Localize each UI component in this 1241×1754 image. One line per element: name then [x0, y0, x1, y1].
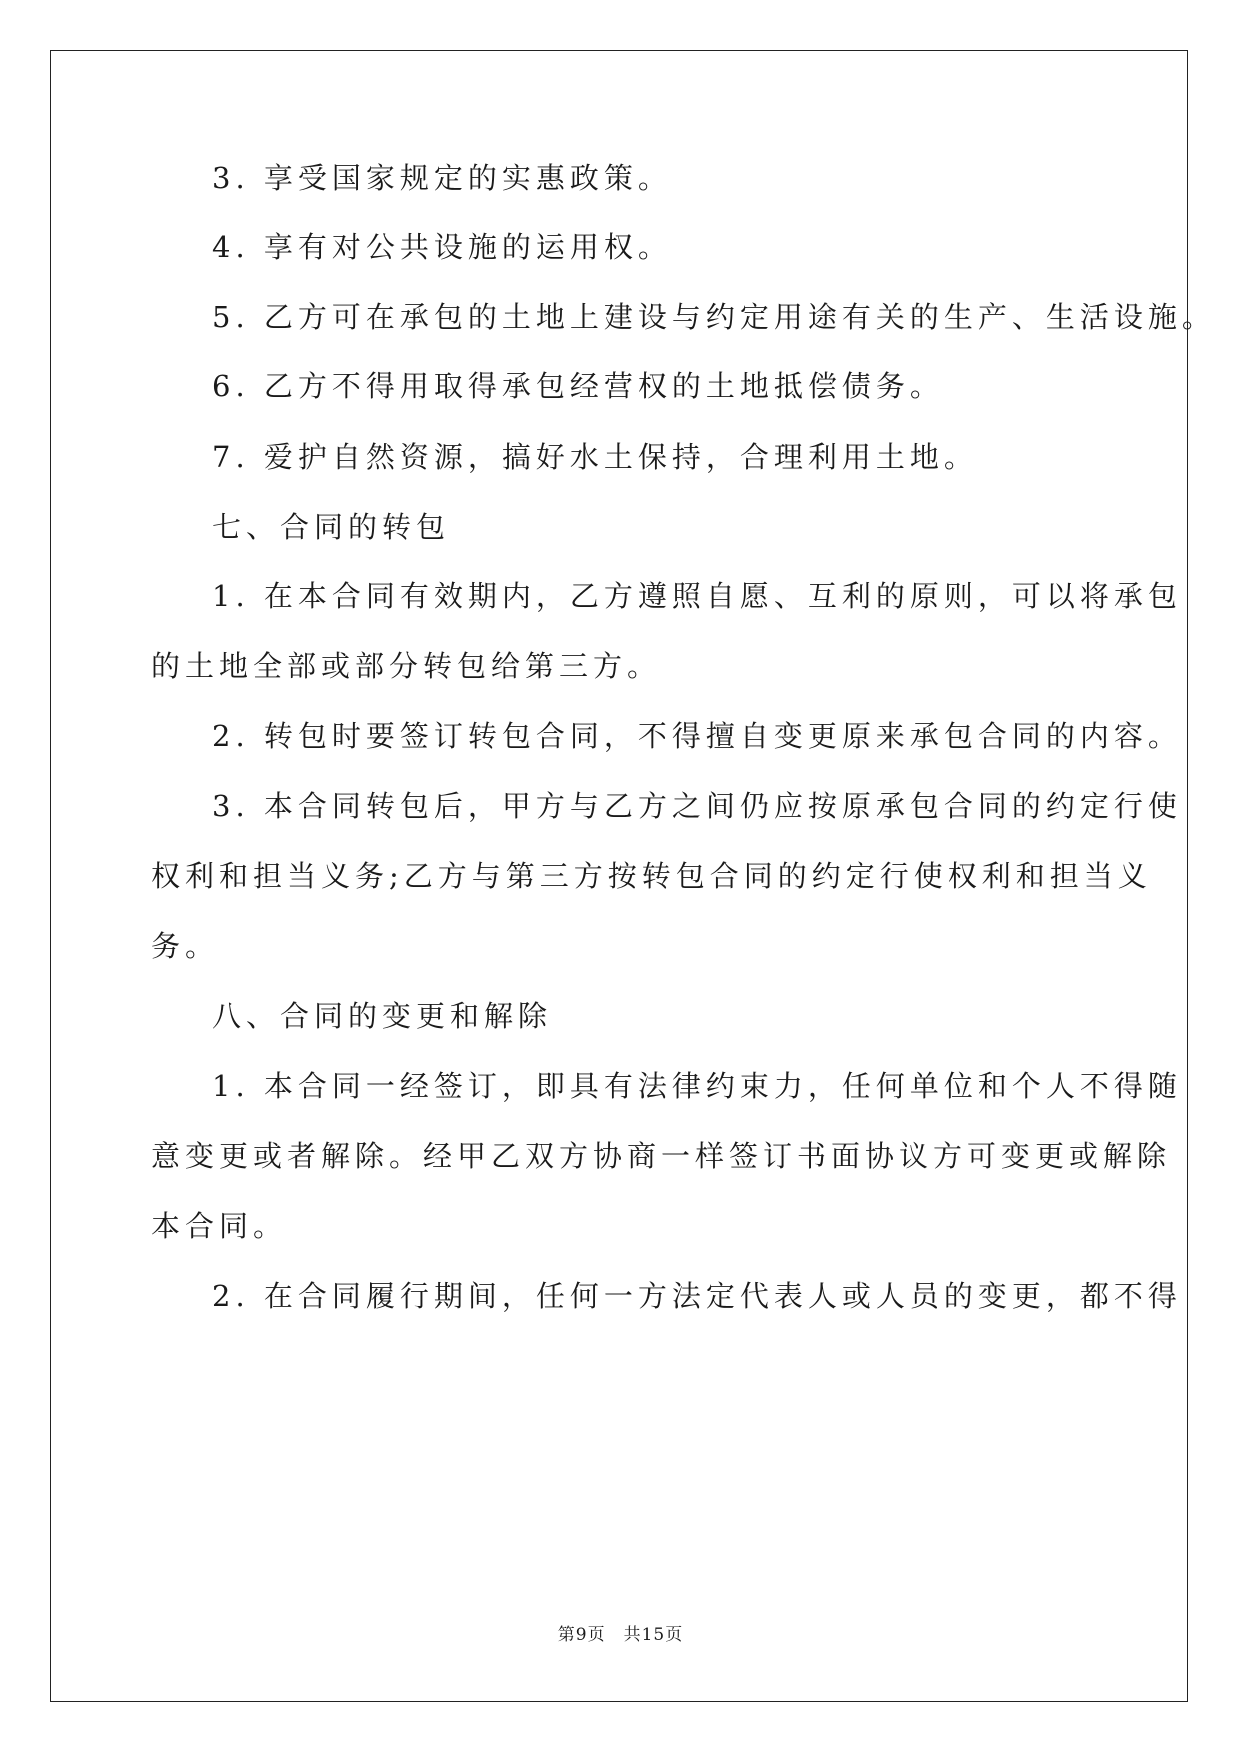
section-8-heading: 八、合同的变更和解除 [212, 999, 553, 1033]
clause-5-line: 5. 乙方可在承包的土地上建设与约定用途有关的生产、生活设施。 [212, 300, 1216, 334]
page-footer [0, 1620, 1241, 1645]
section-7-clause-1-line-2: 的土地全部或部分转包给第三方。 [151, 649, 662, 683]
clause-4-line: 4. 享有对公共设施的运用权。 [212, 230, 672, 264]
section-7-heading: 七、合同的转包 [212, 510, 451, 544]
section-7-clause-3-line-2: 权利和担当义务;乙方与第三方按转包合同的约定行使权利和担当义 [151, 859, 1152, 893]
section-8-clause-2-line-1: 2. 在合同履行期间，任何一方法定代表人或人员的变更，都不得 [212, 1279, 1182, 1313]
section-7-clause-2-line: 2. 转包时要签订转包合同，不得擅自变更原来承包合同的内容。 [212, 719, 1182, 753]
page-number: 第9页 [557, 1625, 606, 1645]
section-7-clause-1-line-1: 1. 在本合同有效期内，乙方遵照自愿、互利的原则，可以将承包 [212, 579, 1182, 613]
page-total: 共15页 [623, 1625, 684, 1645]
clause-6-line: 6. 乙方不得用取得承包经营权的土地抵偿债务。 [212, 369, 944, 403]
section-7-clause-3-line-1: 3. 本合同转包后，甲方与乙方之间仍应按原承包合同的约定行使 [212, 789, 1182, 823]
clause-3-line: 3. 享受国家规定的实惠政策。 [212, 161, 672, 195]
section-8-clause-1-line-1: 1. 本合同一经签订，即具有法律约束力，任何单位和个人不得随 [212, 1069, 1182, 1103]
section-8-clause-1-line-2: 意变更或者解除。经甲乙双方协商一样签订书面协议方可变更或解除 [151, 1139, 1172, 1173]
clause-7-line: 7. 爱护自然资源，搞好水土保持，合理利用土地。 [212, 440, 978, 474]
section-8-clause-1-line-3: 本合同。 [151, 1209, 288, 1243]
section-7-clause-3-line-3: 务。 [151, 929, 220, 963]
